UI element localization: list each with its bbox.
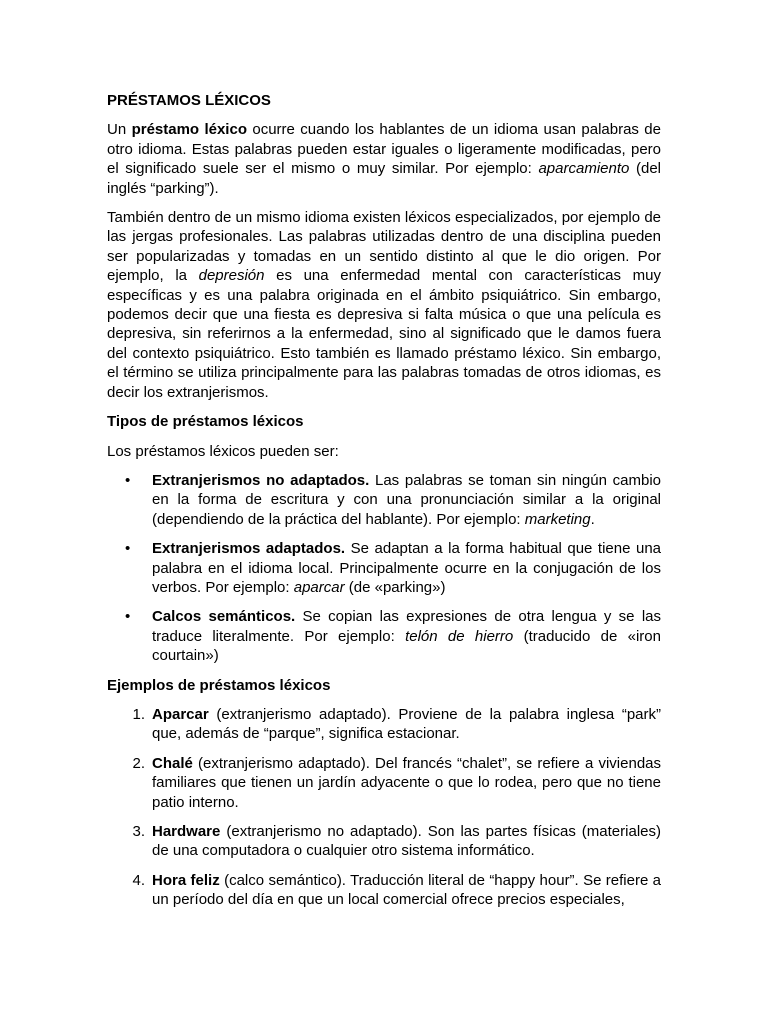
list-item <box>107 822 661 861</box>
bullet-icon: • <box>125 540 131 558</box>
intro-paragraph <box>107 120 661 198</box>
example-term: Hora feliz <box>152 871 220 889</box>
types-list <box>107 471 661 666</box>
example-description: (calco semántico). Traducción literal de “happy hour”. Se refiere a un período del día en que un local comercial ofrece precios especiales, <box>152 871 662 909</box>
type-term: Calcos semánticos. <box>152 608 296 626</box>
intro-text-1: Un <box>107 121 132 139</box>
para2-example: depresión <box>198 267 265 285</box>
item-number: 4. <box>132 871 145 889</box>
type-description: Las palabras se toman sin ningún cambio en la forma de escritura y con una pronunciación similar a la original (dependiendo de la práctica del hablante). Por ejemplo: <box>152 471 661 528</box>
example-term: Hardware <box>152 823 221 840</box>
item-number: 3. <box>132 823 145 840</box>
list-item <box>107 539 661 597</box>
bullet-icon: • <box>125 608 131 626</box>
intro-example: aparcamiento <box>538 160 630 178</box>
bullet-icon: • <box>125 471 131 489</box>
second-paragraph <box>107 208 661 402</box>
list-item <box>107 871 661 910</box>
example-term: Aparcar <box>152 705 209 723</box>
type-example: telón de hierro <box>405 627 514 645</box>
list-item <box>107 754 661 812</box>
examples-heading: Ejemplos de préstamos léxicos <box>107 676 331 694</box>
para2-text-1: También dentro de un mismo idioma existen léxicos especializados, por ejemplo de las jergas profesionales. Las palabras utilizadas dentro de una disciplina pueden ser popularizadas y tomadas en un sentido distinto al que le dio origen. Por ejemplo, la <box>107 209 661 285</box>
type-description: Se adaptan a la forma habitual que tiene una palabra en el idioma local. Principalmente ocurre en la conjugación de los verbos. Por ejemplo: <box>152 540 662 596</box>
item-number: 1. <box>132 705 145 723</box>
item-number: 2. <box>132 754 145 772</box>
examples-list <box>107 705 661 910</box>
list-item <box>107 705 661 744</box>
list-item <box>107 471 661 529</box>
example-description: (extranjerismo adaptado). Proviene de la palabra inglesa “park” que, además de “parque”, significa estacionar. <box>152 705 661 743</box>
example-term: Chalé <box>152 754 193 772</box>
type-term: Extranjerismos no adaptados. <box>152 471 370 489</box>
intro-term: préstamo léxico <box>131 121 247 139</box>
type-term: Extranjerismos adaptados. <box>152 540 346 558</box>
intro-text-3: (del inglés “parking”). <box>107 160 661 197</box>
type-tail: (traducido de «iron courtain») <box>152 627 661 665</box>
document-body <box>107 91 661 920</box>
type-tail: . <box>590 510 595 528</box>
type-tail: (de «parking») <box>344 578 446 596</box>
intro-text-2: ocurre cuando los hablantes de un idioma usan palabras de otro idioma. Estas palabras pueden estar iguales o ligeramente modificadas, pero el significado suele ser el mismo o muy similar. Por ejemplo: <box>107 121 661 178</box>
example-description: (extranjerismo no adaptado). Son las partes físicas (materiales) de una computadora o cualquier otro sistema informático. <box>152 823 661 860</box>
type-description: Se copian las expresiones de otra lengua y se las traduce literalmente. Por ejemplo: <box>152 608 661 645</box>
para2-text-2: es una enfermedad mental con características muy específicas y es una palabra originada en el ámbito psiquiátrico. Sin embargo, podemos decir que una fiesta es depresiva si falta música o que una película es depresiva, sin referirnos a la enfermedad, sino al significado que le damos fuera del contexto psiquiátrico. Esto también es llamado préstamo léxico. Sin embargo, el término se utiliza principalmente para las palabras tomadas de otros idiomas, es decir los extranjerismos. <box>107 267 661 401</box>
types-intro: Los préstamos léxicos pueden ser: <box>107 442 339 460</box>
example-description: (extranjerismo adaptado). Del francés “chalet”, se refiere a viviendas familiares que tienen un jardín adyacente o que lo rodea, pero que no tiene patio interno. <box>152 754 661 811</box>
page-title: PRÉSTAMOS LÉXICOS <box>107 92 271 109</box>
type-example: aparcar <box>293 578 345 596</box>
type-example: marketing <box>524 510 591 528</box>
list-item <box>107 607 661 665</box>
types-heading: Tipos de préstamos léxicos <box>107 413 304 431</box>
